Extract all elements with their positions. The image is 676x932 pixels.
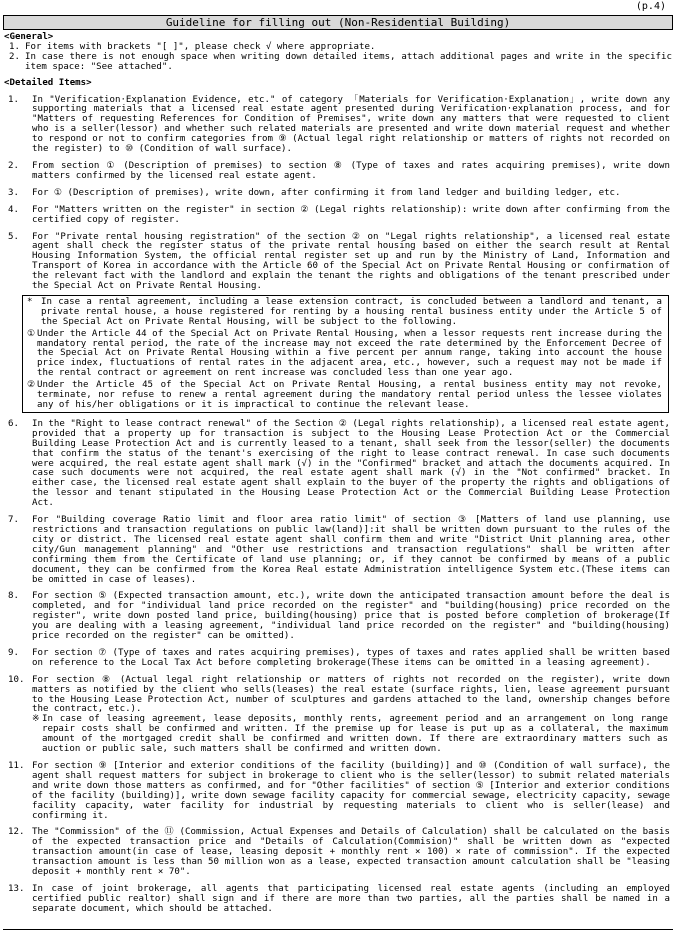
detailed-item (4, 592, 672, 642)
item-number: 11. (8, 761, 25, 771)
circled-number: ② (27, 380, 36, 391)
general-heading: <General> (4, 32, 54, 42)
detailed-item (4, 762, 672, 821)
asterisk-mark: * (27, 296, 33, 307)
item-number: 1. (9, 41, 20, 52)
item-text: For "Matters written on the register" in section ② (Legal rights relationship): write down after confirming from the certified copy of register. (32, 204, 670, 225)
item-text (32, 676, 672, 755)
item-text: For section ⑤ (Expected transaction amount, etc.), write down the anticipated transaction amount before the deal is completed, and for "individual land price recorded on the register" and "building(housing) price recorded on the register", write down posted land price, building(housing) price that is posted before completion of brokerage(If you are dealing with a leasing agreement, "individual land price recorded on the register" and "building(housing) price recorded on the register" can be omitted). (32, 591, 670, 642)
general-list (9, 43, 672, 73)
detailed-item (4, 516, 672, 585)
item-number: 3. (8, 187, 19, 198)
item-number: 5. (8, 231, 19, 242)
detailed-item (4, 162, 672, 182)
item-text: For section ⑦ (Type of taxes and rates acquiring premises), types of taxes and rates applied shall be written based on reference to the Local Tax Act before completing brokerage(These items can be omitted in a leasing agreement). (32, 647, 670, 668)
circled-number: ① (27, 328, 36, 339)
note-sub-item (27, 381, 662, 411)
detailed-item (4, 828, 672, 878)
item-text: In the "Right to lease contract renewal" of the Section ② (Legal rights relationship), a licensed real estate agent, provided that a property up for transaction is subject to the Housing Lease Protection Act or the Commercial Building Lease Protection Act and is currently leased to a tenant, shall seek from the lessor(seller) the documents that confirm the status of the tenant's exercising of the right to lease contract renewal. In case such documents were acquired, the real estate agent shall mark (√) in the "Confirmed" bracket and attach the documents acquired. In case such documents were not acquired, the real estate agent shall mark (√) in the "Not confirmed" bracket. In either case, the licensed real estate agent shall explain to the buyer of the property the rights and obligations of the lessor and tenant stipulated in the Housing Lease Protection Act or the Commercial Building Lease Protection Act. (32, 418, 670, 509)
detailed-item (4, 676, 672, 755)
item-text: For ① (Description of premises), write down, after confirming it from land ledger and building ledger, etc. (32, 187, 621, 198)
detailed-item (4, 96, 672, 155)
leasing-note (32, 715, 670, 755)
detailed-item (4, 885, 672, 915)
item-text: The "Commission" of the ⑪ (Commission, Actual Expenses and Details of Calculation) shall be calculated on the basis of the expected transaction price and "Details of Calculation(Commision)" shall be written down as "expected transaction amount(in case of lease, leasing deposit + monthly rent × 100) × rate of commission". If the expected transaction amount is less than 50 million won as a lease, expected transaction amount calculation shall be "leasing deposit + monthly rent × 70". (32, 827, 670, 878)
item-number: 9. (8, 647, 19, 658)
note-sub-item (27, 330, 662, 380)
item-number: 2. (9, 51, 20, 62)
item-number: 10. (8, 674, 25, 685)
item-number: 12. (8, 827, 25, 838)
item-text: In case of joint brokerage, all agents that participating licensed real estate agents (including an employed certified public realtor) shall sign and if there are more than two parties, all the parties shall be named in a separate document, which should be attached. (32, 883, 670, 914)
note-sub-text: Under the Article 44 of the Special Act on Private Rental Housing, when a lessor requests rent increase during the mandatory rental period, the rate of the increase may not exceed the rate determined by the Enforcement Decree of the Special Act on Private Rental Housing within a five percent per annum range, taking into account the house price index, fluctuations of rental rates in the adjacent area, etc., however, such a request may not be made if the rental contract or agreement on rent increase was concluded less than one year ago. (37, 328, 662, 379)
item-text: In "Verification·Explanation Evidence, etc." of category 「Materials for Verification·Explanation」, write down any supporting materials that a licensed real estate agent presented during Verification·explanation process, and for "Matters of requesting References for Condition of Premises", write down any matters that were requested to client who is a seller(lessor) and whether such related materials are presented and write down material request and whether to respond or not to confirm categories from ⑨ (Actual legal right relationship or matters of rights not recorded on the register) to ⑩ (Condition of wall surface). (32, 94, 670, 155)
item-number: 7. (8, 515, 19, 526)
item-main-text: For section ⑧ (Actual legal right relationship or matters of rights not recorded on the register), write down matters as notified by the client who sells(leases) the real estate (surface rights, lien, lease agreement pursuant to the Housing Lease Protection Act, number of sculptures and gardens attached to the land, ownership changes before the contract, etc.). (32, 674, 670, 715)
item-number: 4. (8, 204, 19, 215)
item-number: 1. (8, 94, 19, 105)
note-text: In case a rental agreement, including a lease extension contract, is concluded between a landlord and tenant, a private rental house, a house registered for renting by a housing rental business entity under the Article 5 of the Special Act on Private Rental Housing, will be subject to the following. (41, 296, 662, 327)
document-body (4, 33, 672, 915)
detailed-item (4, 206, 672, 226)
bottom-rule (3, 929, 673, 930)
detailed-item (4, 420, 672, 509)
document-title: Guideline for filling out (Non-Residential Building) (3, 15, 673, 30)
detailed-item (4, 649, 672, 669)
page-number: (p.4) (635, 1, 666, 12)
item-text: For section ⑨ [Interior and exterior conditions of the facility (building)] and ⑩ (Condition of wall surface), the agent shall request matters for subject in brokerage to client who is the seller(lessor) to submit related materials and write down those matters as confirmed, and for "Other facilities" of section ⑤ [Interior and exterior conditions of the facility (building)], write down sewage facility capacity for commercial sewage, electricity capacity, sewage facility capacity, water facility for industrial by requesting materials to client who is seller(lease) and confirming it. (32, 761, 670, 821)
item-text: For items with brackets "[ ]", please check √ where appropriate. (25, 41, 376, 52)
detailed-item (4, 189, 672, 199)
item-number: 13. (8, 883, 25, 894)
detailed-heading: <Detailed Items> (4, 77, 92, 88)
item-text: From section ① (Description of premises) to section ⑧ (Type of taxes and rates acquiring premises), write down matters confirmed by the licensed real estate agent. (32, 160, 670, 181)
detailed-item (4, 233, 672, 292)
item-text: For "Building coverage Ratio limit and floor area ratio limit" of section ③ [Matters of land use planning, use restrictions and transaction regulations on public law(land)]:it shall be written down pursuant to the rules of the city or district. The licensed real estate agent shall confirm them and write "District Unit planning area, other city/Gun management planning" and "Other use restrictions and transaction regulations" shall be written after confirming them from the Certificate of land use planning; or, if they cannot be confirmed by means of a public document, they can be confirmed from the Korea Real estate Administration intelligence System etc.(These items can be omitted in case of leases). (32, 515, 670, 585)
item-text: In case there is not enough space when writing down detailed items, attach additional pages and write in the specific item space: "See attached". (25, 51, 672, 72)
private-rental-note-box (22, 295, 669, 413)
note-intro (27, 298, 662, 328)
item-text: For "Private rental housing registration" of the section ② on "Legal rights relationship", a licensed real estate agent shall check the register status of the private rental housing based on either the search result at Rental Housing Information System, the official rental register set up and run by the Ministry of Land, Information and Transport of Korea in accordance with the Article 60 of the Special Act on Private Rental Housing or confirmation of the relevant fact with the landlord and explain the tenant the rights and obligations of the tenant prescribed under the Special Act on Private Rental Housing. (32, 231, 670, 292)
leasing-note-text: In case of leasing agreement, lease deposits, monthly rents, agreement period and an arrangement on long range repair costs shall be confirmed and written. If the premise up for lease is put up as a collateral, the maximum amount of the mortgaged credit shall be confirmed and written down. If there are extraordinary matters such as auction or public sale, such matters shall be confirmed and written down. (42, 714, 668, 755)
item-number: 2. (8, 160, 19, 171)
general-item (9, 53, 672, 73)
item-number: 6. (8, 418, 19, 429)
note-sub-text: Under the Article 45 of the Special Act on Private Rental Housing, a rental business entity may not revoke, terminate, nor refuse to renew a rental agreement during the mandatory rental period unless the lessee violates any of his/her obligations or it is impractical to continue the relevant lease. (37, 380, 662, 410)
reference-mark: ※ (32, 714, 40, 725)
item-number: 8. (8, 591, 19, 602)
